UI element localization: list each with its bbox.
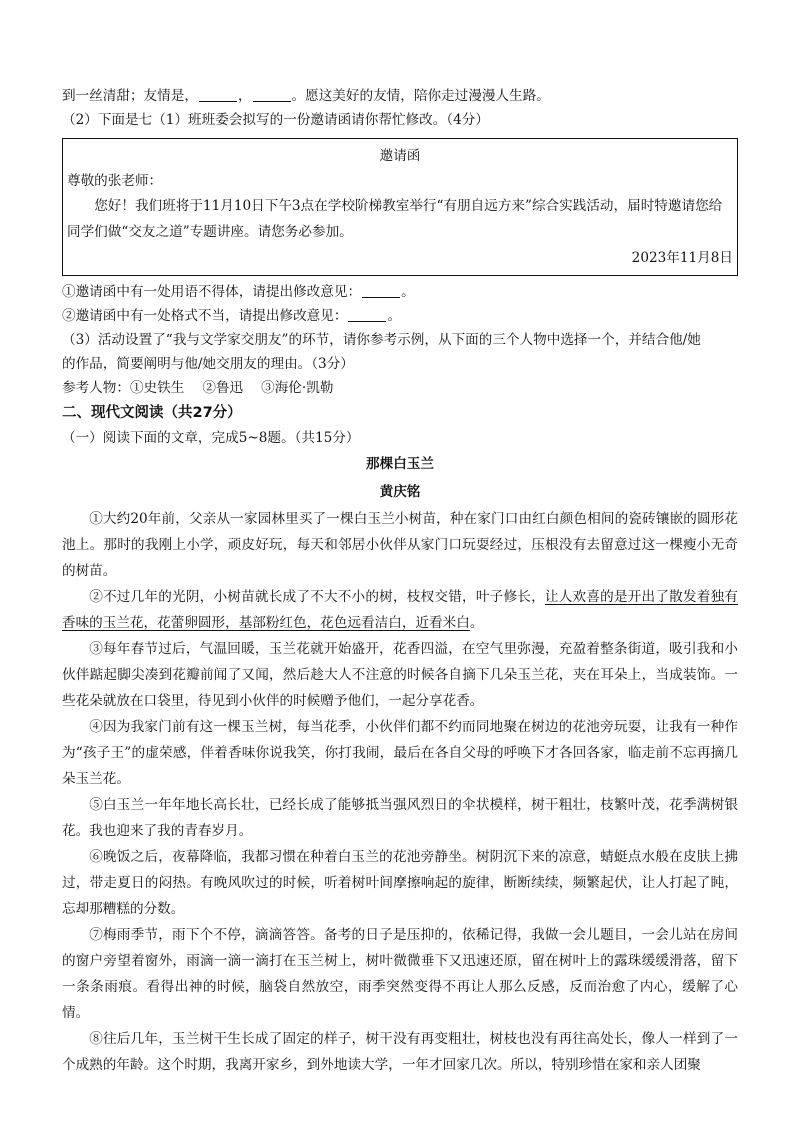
q2-item-2-text: ②邀请函中有一处格式不当，请提出修改意见： [62, 308, 348, 324]
q1-tail-c: 。愿这美好的友情，陪你走过漫漫人生路。 [291, 88, 550, 104]
q1-tail-line [62, 84, 738, 108]
invitation-box [62, 138, 738, 276]
answer-blank[interactable] [253, 87, 291, 102]
q2-item-1-end: 。 [401, 284, 415, 300]
article-paragraph-8: ⑧往后几年，玉兰树干生长成了固定的样子，树干没有再变粗壮，树枝也没有再往高处长，像人一样到了一个成熟的年龄。这个时期，我离开家乡，到外地读大学，一年才回家几次。所以，特别珍惜在家和亲人团聚 [62, 1031, 738, 1073]
article-paragraph-3: ③每年春节过后，气温回暖，玉兰花就开始盛开，花香四溢，在空气里弥漫，充盈着整条街道，吸引我和小伙伴踮起脚尖凑到花瓣前闻了又闻，然后趁大人不注意的时候各自摘下几朵玉兰花，夹在耳朵上，当成装饰。一些花朵就放在口袋里，待见到小伙伴的时候赠予他们，一起分享花香。 [62, 641, 738, 709]
invitation-greeting: 尊敬的张老师： [67, 173, 163, 189]
article-paragraph-6: ⑥晚饭之后，夜幕降临，我都习惯在种着白玉兰的花池旁静坐。树阴沉下来的凉意，蜻蜓点水般在皮肤上拂过，带走夏日的闷热。有晚风吹过的时候，听着树叶间摩擦响起的旋律，断断续续，频繁起伏，让人打起了盹，忘却那糟糕的分数。 [62, 849, 738, 917]
exam-page [62, 84, 738, 1078]
q3-ref-1: ①史铁生 [129, 380, 185, 396]
article-paragraph-4: ④因为我家门前有这一棵玉兰树，每当花季，小伙伴们都不约而同地聚在树边的花池旁玩耍，让我有一种作为“孩子王”的虚荣感，伴着香味你说我笑，你打我闹，最后在各自父母的呼唤下才各回各家，临走前不忘再摘几朵玉兰花。 [62, 719, 738, 787]
q2-item-1 [62, 280, 738, 304]
q3-refs [62, 376, 738, 400]
q3-ref-label: 参考人物： [62, 380, 130, 396]
article-author: 黄庆铭 [379, 484, 421, 500]
section-title: 二、现代文阅读（共27分） [62, 405, 242, 421]
q3-line-2: 的作品，简要阐明与他/她交朋友的理由。（3分） [62, 356, 354, 372]
article-paragraph-2 [62, 584, 738, 636]
q3-ref-3: ③海伦·凯勒 [261, 380, 334, 396]
article-title: 那棵白玉兰 [366, 456, 434, 472]
invitation-body: 您好！我们班将于11月10日下午3点在学校阶梯教室举行“有朋自远方来”综合实践活动，届时特邀请您给同学们做“交友之道”专题讲座。请您务必参加。 [67, 198, 723, 240]
invitation-title: 邀请函 [379, 148, 421, 164]
q3-line-1: （3）活动设置了“我与文学家交朋友”的环节，请你参考示例，从下面的三个人物中选择一个，并结合他/她 [62, 332, 701, 348]
answer-blank[interactable] [348, 307, 386, 322]
answer-blank[interactable] [199, 87, 237, 102]
answer-blank[interactable] [362, 283, 400, 298]
q2-intro: （2）下面是七（1）班班委会拟写的一份邀请函请你帮忙修改。（4分） [62, 112, 489, 128]
article-paragraph-1: ①大约20年前，父亲从一家园林里买了一棵白玉兰小树苗，种在家门口由红白颜色相间的瓷砖镶嵌的圆形花池上。那时的我刚上小学，顽皮好玩，每天和邻居小伙伴从家门口玩耍经过，压根没有去留意过这一棵瘦小无奇的树苗。 [62, 511, 738, 579]
q2-item-2 [62, 304, 738, 328]
q2-item-2-end: 。 [387, 308, 402, 324]
paragraph-2-end: 。 [469, 615, 484, 631]
paragraph-2-start: ②不过几年的光阴，小树苗就长成了不大不小的树，枝杈交错，叶子修长， [89, 589, 545, 605]
article-paragraph-5: ⑤白玉兰一年年地长高长壮，已经长成了能够抵当强风烈日的伞状模样，树干粗壮，枝繁叶茂，花季满树银花。我也迎来了我的青春岁月。 [62, 797, 738, 839]
q3-ref-2: ②鲁迅 [202, 380, 244, 396]
q1-tail-a: 到一丝清甜；友情是， [62, 88, 198, 104]
section-subtitle: （一）阅读下面的文章，完成5~8题。（共15分） [62, 430, 360, 446]
article-paragraph-7: ⑦梅雨季节，雨下个不停，滴滴答答。备考的日子是压抑的，依稀记得，我做一会儿题目，一会儿站在房间的窗户旁望着窗外，雨滴一滴一滴打在玉兰树上，树叶微微垂下又迅速还原，留在树叶上的露珠缓缓滑落，留下一条条雨痕。看得出神的时候，脑袋自然放空，雨季突然变得不再让人那么反感，反而治愈了内心，缓解了心情。 [62, 927, 738, 1021]
invitation-date: 2023年11月8日 [631, 250, 733, 266]
q2-item-1-text: ①邀请函中有一处用语不得体，请提出修改意见： [62, 284, 362, 300]
underlined-sentence: 让人欢喜的是开出了散发着独有香味的玉兰花，花蕾卵圆形，基部粉红色，花色远看洁白，近看米白 [62, 589, 739, 631]
q1-tail-b: ， [237, 88, 252, 104]
